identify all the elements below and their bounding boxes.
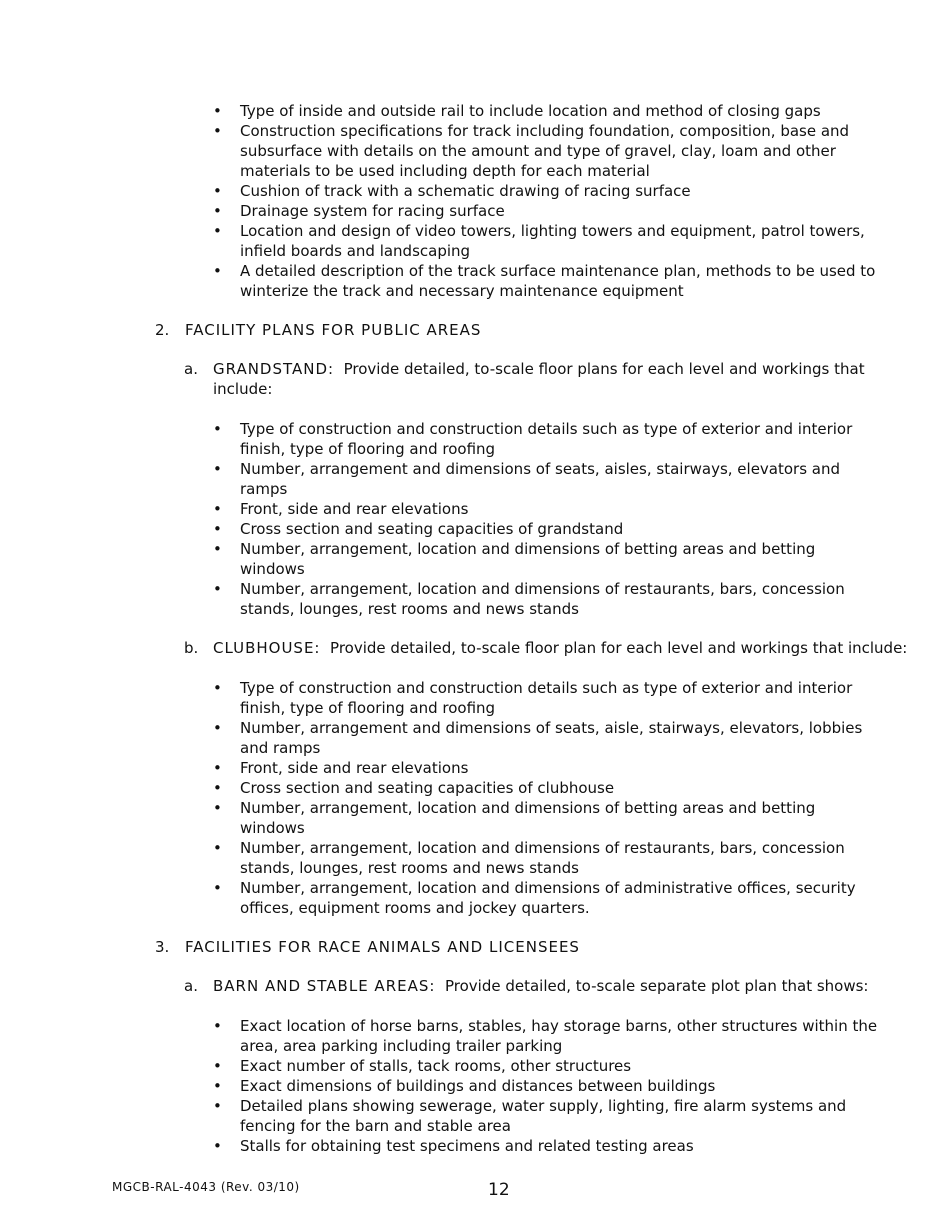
list-item: • Number, arrangement and dimensions of seats, aisle, stairways, elevators, lobbies and ramps bbox=[213, 718, 883, 758]
barn-stable-bullet-list bbox=[213, 1016, 883, 1156]
grandstand-subsection bbox=[184, 359, 913, 399]
subsection-letter: a. bbox=[184, 977, 198, 995]
list-item: • Exact number of stalls, tack rooms, other structures bbox=[213, 1056, 883, 1076]
subsection-text: Provide detailed, to-scale separate plot plan that shows: bbox=[444, 977, 869, 995]
page-number: 12 bbox=[488, 1180, 510, 1200]
section-2-heading bbox=[155, 320, 950, 340]
list-item: • Number, arrangement and dimensions of seats, aisles, stairways, elevators and ramps bbox=[213, 459, 883, 499]
section-3-heading bbox=[155, 937, 950, 957]
list-item: • Detailed plans showing sewerage, water supply, lighting, fire alarm systems and fencing for the barn and stable area bbox=[213, 1096, 883, 1136]
section-number: 3. bbox=[155, 938, 170, 956]
list-item: • Cushion of track with a schematic drawing of racing surface bbox=[213, 181, 883, 201]
clubhouse-bullet-list bbox=[213, 678, 883, 918]
list-item: • Number, arrangement, location and dimensions of betting areas and betting windows bbox=[213, 798, 883, 838]
list-item: • Front, side and rear elevations bbox=[213, 758, 883, 778]
form-code: MGCB-RAL-4043 (Rev. 03/10) bbox=[112, 1180, 300, 1194]
list-item: • Exact dimensions of buildings and distances between buildings bbox=[213, 1076, 883, 1096]
grandstand-bullet-list bbox=[213, 419, 883, 619]
clubhouse-subsection bbox=[184, 638, 913, 658]
subsection-label: GRANDSTAND: bbox=[213, 360, 335, 378]
list-item: • Type of construction and construction details such as type of exterior and interior finish, type of flooring and roofing bbox=[213, 419, 883, 459]
list-item: • Type of inside and outside rail to include location and method of closing gaps bbox=[213, 101, 883, 121]
subsection-letter: b. bbox=[184, 639, 199, 657]
subsection-letter: a. bbox=[184, 360, 198, 378]
section-number: 2. bbox=[155, 321, 170, 339]
list-item: • Number, arrangement, location and dimensions of restaurants, bars, concession stands, lounges, rest rooms and news stands bbox=[213, 579, 883, 619]
list-item: • Stalls for obtaining test specimens and related testing areas bbox=[213, 1136, 883, 1156]
section-title: FACILITY PLANS FOR PUBLIC AREAS bbox=[185, 321, 482, 339]
list-item: • Construction specifications for track including foundation, composition, base and subsurface with details on the amount and type of gravel, clay, loam and other materials to be used including depth for each material bbox=[213, 121, 883, 181]
list-item: • Cross section and seating capacities of clubhouse bbox=[213, 778, 883, 798]
subsection-label: BARN AND STABLE AREAS: bbox=[213, 977, 436, 995]
list-item: • Number, arrangement, location and dimensions of restaurants, bars, concession stands, lounges, rest rooms and news stands bbox=[213, 838, 883, 878]
list-item: • Cross section and seating capacities of grandstand bbox=[213, 519, 883, 539]
section-title: FACILITIES FOR RACE ANIMALS AND LICENSEES bbox=[185, 938, 580, 956]
list-item: • Exact location of horse barns, stables, hay storage barns, other structures within the area, area parking including trailer parking bbox=[213, 1016, 883, 1056]
list-item: • Location and design of video towers, lighting towers and equipment, patrol towers, infield boards and landscaping bbox=[213, 221, 883, 261]
list-item: • Number, arrangement, location and dimensions of betting areas and betting windows bbox=[213, 539, 883, 579]
subsection-text: Provide detailed, to-scale floor plan for each level and workings that include: bbox=[330, 639, 908, 657]
page-content bbox=[0, 101, 950, 1156]
list-item: • Front, side and rear elevations bbox=[213, 499, 883, 519]
subsection-label: CLUBHOUSE: bbox=[213, 639, 321, 657]
intro-bullet-list bbox=[213, 101, 883, 301]
barn-stable-subsection bbox=[184, 976, 913, 996]
list-item: • Type of construction and construction details such as type of exterior and interior finish, type of flooring and roofing bbox=[213, 678, 883, 718]
list-item: • Drainage system for racing surface bbox=[213, 201, 883, 221]
list-item: • Number, arrangement, location and dimensions of administrative offices, security offices, equipment rooms and jockey quarters. bbox=[213, 878, 883, 918]
subsection-text: Provide detailed, to-scale floor plans for each level and workings that include: bbox=[213, 360, 865, 398]
list-item: • A detailed description of the track surface maintenance plan, methods to be used to winterize the track and necessary maintenance equipment bbox=[213, 261, 883, 301]
